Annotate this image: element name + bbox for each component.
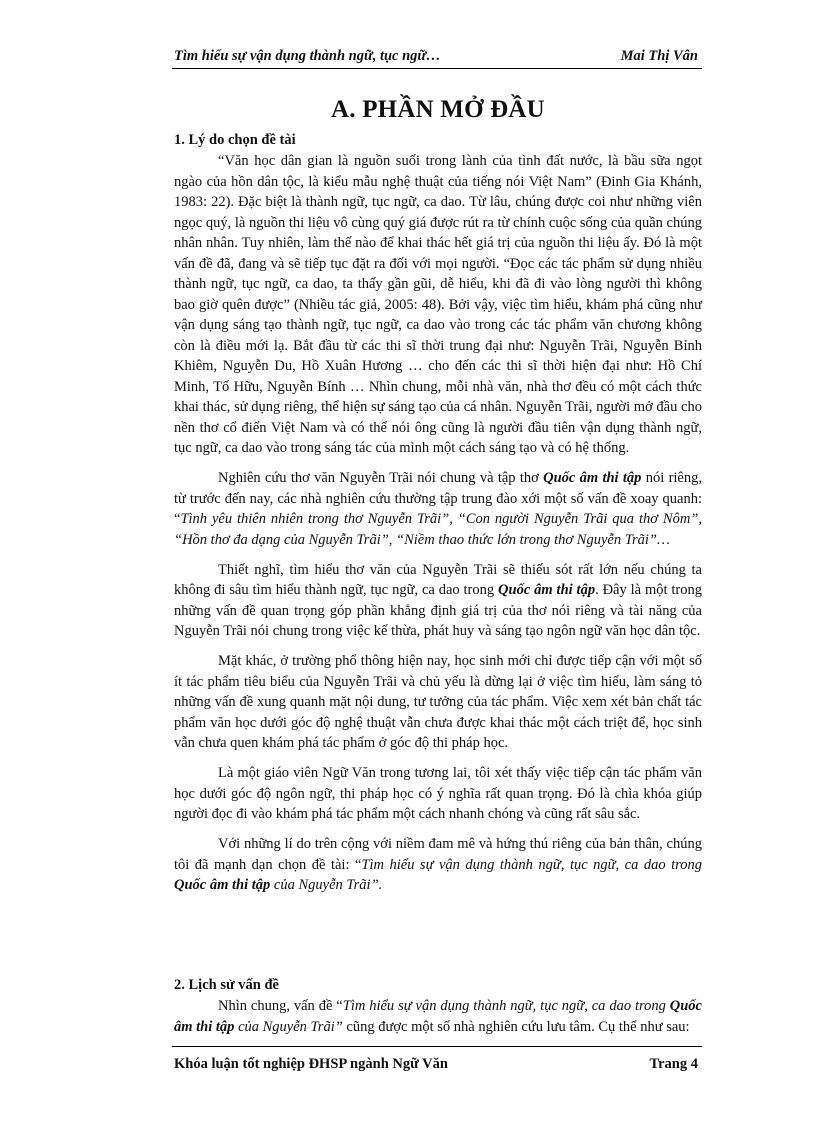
paragraph-7-topic-d: của Nguyễn Trãi” [234, 1018, 343, 1035]
section-heading-2: 2. Lịch sử vấn đề [174, 977, 279, 993]
paragraph-3-text-c: . Đây là một trong những vấn đề quan trọng góp phần khẳng định giá trị của thơ nói riêng và tài năng của Nguyễn Trãi nói chung trong việc kế thừa, phát huy và sáng tạo ngôn ngữ văn học dân tộc. [174, 582, 703, 639]
section-heading-1: 1. Lý do chọn đề tài [174, 132, 296, 148]
paragraph-7-topic-b: Tìm hiểu sự vận dụng thành ngữ, tục ngữ, ca dao trong [342, 998, 670, 1014]
paragraph-2-book-title: Quốc âm thi tập [543, 470, 642, 486]
paragraph-6-topic-d: của Nguyễn Trãi”. [270, 877, 383, 893]
paragraph-2-italic-titles: Tình yêu thiên nhiên trong thơ Nguyễn Trãi”, “Con người Nguyễn Trãi qua thơ Nôm”, “Hồn thơ đa dạng của Nguyễn Trãi”, “Niềm thao thức lớn trong thơ Nguyễn Trãi”… [174, 511, 702, 548]
paragraph-7-text-e: cũng được một số nhà nghiên cứu lưu tâm. Cụ thể như sau: [342, 1018, 690, 1035]
running-header [172, 46, 702, 66]
header-rule [172, 68, 702, 69]
paragraph-6-topic-a: Tìm hiểu sự vận dụng thành ngữ, tục ngữ, ca dao trong [361, 856, 702, 873]
paragraph-5: Là một giáo viên Ngữ Văn trong tương lai, tôi xét thấy việc tiếp cận tác phẩm văn học dưới góc độ ngôn ngữ, thi pháp học có ý nghĩa rất quan trọng. Đó là chìa khóa giúp người đọc đi vào khám phá tác phẩm một cách nhanh chóng và cũng rất sâu sắc. [174, 765, 702, 822]
paragraph-3 [174, 560, 702, 642]
paragraph-2 [174, 468, 702, 550]
paragraph-6-text-a: Với những lí do trên cộng với niềm đam mê và hứng thú riêng của bản thân, chúng tôi đã mạnh dạn chọn đề tài: “ [174, 836, 702, 873]
running-footer [172, 1056, 702, 1076]
page-body [174, 96, 702, 1047]
paragraph-2-text-a: Nghiên cứu thơ văn Nguyễn Trãi nói chung và tập thơ [218, 470, 544, 486]
paragraph-4: Mặt khác, ở trường phổ thông hiện nay, học sinh mới chỉ được tiếp cận với một số ít tác phẩm tiêu biểu của Nguyễn Trãi và chủ yếu là dừng lại ở việc tìm hiểu, làm sáng tỏ những vấn đề xung quanh mặt nội dung, tư tưởng của tác phẩm. Việc xem xét bản chất tác phẩm văn học dưới góc độ nghệ thuật vẫn chưa được khai thác một cách triệt để, học sinh vẫn chưa quen khám phá tác phẩm ở góc độ thi pháp học. [174, 653, 702, 751]
footer-rule [172, 1046, 702, 1047]
paragraph-6-book-title: Quốc âm thi tập [174, 877, 271, 893]
paragraph-7 [174, 996, 702, 1037]
footer-thesis-label: Khóa luận tốt nghiệp ĐHSP ngành Ngữ Văn [174, 1056, 448, 1072]
paragraph-2-text-c: nói riêng, từ trước đến nay, các nhà nghiên cứu thường tập trung đào xới một số vấn đề xoay quanh: “ [174, 470, 702, 527]
paragraph-7-text-a: Nhìn chung, vấn đề “ [218, 998, 343, 1014]
header-title: Tìm hiểu sự vận dụng thành ngữ, tục ngữ… [174, 48, 441, 64]
paragraph-1: “Văn học dân gian là nguồn suối trong lành của tình đất nước, là bầu sữa ngọt ngào của hồn dân tộc, là kiểu mẫu nghệ thuật của tiếng nói Việt Nam” (Đinh Gia Khánh, 1983: 22). Đặc biệt là thành ngữ, tục ngữ, ca dao. Từ lâu, chúng được coi như những viên ngọc quý, là nguồn thi liệu vô cùng quý giá được rút ra từ chính cuộc sống của quần chúng nhân nhân. Tuy nhiên, làm thế nào để khai thác hết giá trị của nguồn thi liệu ấy. Đó là một vấn đề đã, đang và sẽ tiếp tục đặt ra đối với mọi người. “Đọc các tác phẩm sử dụng nhiều thành ngữ, tục ngữ, ca dao, ta thấy gần gũi, dễ hiểu, khi đã đi vào lòng người thì không bao giờ quên được” (Nhiều tác giả, 2005: 48). Bởi vậy, việc tìm hiểu, khám phá cũng như vận dụng sáng tạo thành ngữ, tục ngữ, ca dao vào trong các tác phẩm văn chương không còn là điều mới lạ. Bắt đầu từ các thi sĩ thời trung đại như: Nguyễn Trãi, Nguyễn Bỉnh Khiêm, Nguyễn Du, Hồ Xuân Hương … cho đến các thi sĩ thời hiện đại như: Hồ Chí Minh, Tố Hữu, Nguyễn Bính … Nhìn chung, mỗi nhà văn, nhà thơ đều có một cách thức khai thác, sử dụng riêng, thể hiện sự sáng tạo của cá nhân. Nguyễn Trãi, người mở đầu cho nền thơ cổ điển Việt Nam và có thể nói ông cũng là người đầu tiên vận dụng thành ngữ, tục ngữ, ca dao vào trong sáng tác của mình một cách sáng tạo và có hệ thống. [174, 153, 702, 456]
paragraph-7-book-title: Quốc âm thi tập [174, 998, 702, 1035]
page-number: Trang 4 [649, 1056, 698, 1072]
header-author: Mai Thị Vân [620, 48, 698, 64]
paragraph-3-text-a: Thiết nghĩ, tìm hiểu thơ văn của Nguyễn Trãi sẽ thiếu sót rất lớn nếu chúng ta không đi sâu tìm hiểu thành ngữ, tục ngữ, ca dao trong [174, 561, 702, 598]
paragraph-3-book-title: Quốc âm thi tập [498, 582, 596, 598]
page-title: A. PHẦN MỞ ĐẦU [331, 96, 545, 123]
paragraph-6 [174, 834, 702, 896]
section-spacer [174, 905, 702, 977]
